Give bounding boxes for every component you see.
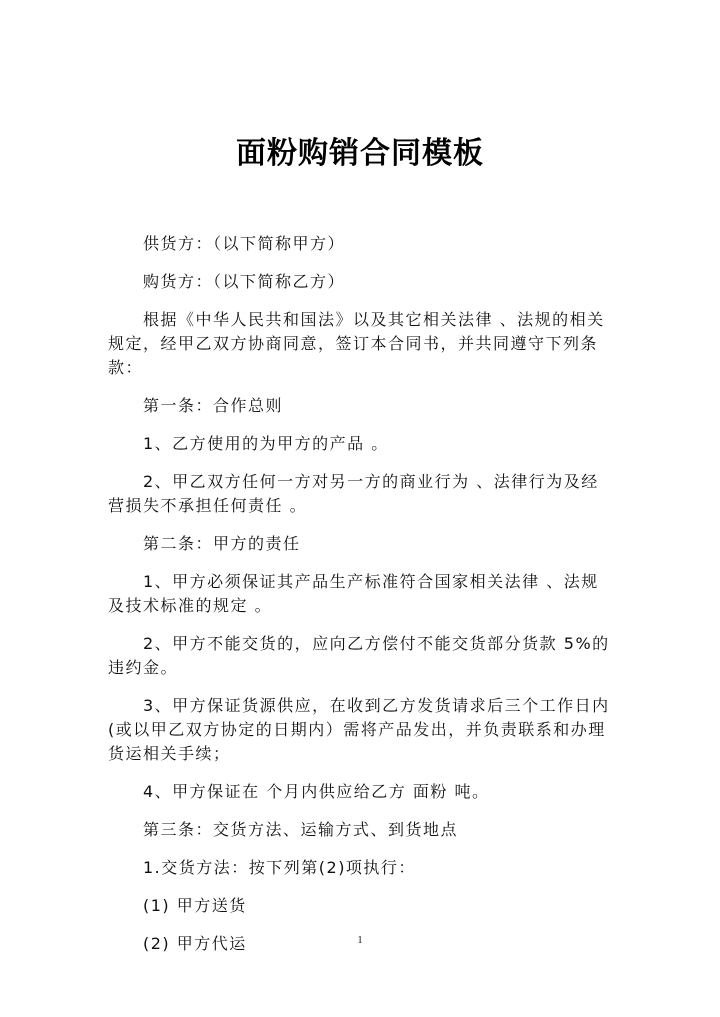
document-title: 面粉购销合同模板: [236, 136, 484, 171]
article-3-item-1: 1.交货方法：按下列第(2)项执行：: [143, 858, 416, 877]
article-1-item-2: 2、甲乙双方任何一方对另一方的商业行为 、法律行为及经营损失不承担任何责任 。: [108, 472, 599, 515]
article-1-heading: 第一条：合作总则: [143, 396, 284, 415]
article-1-item-1: 1、乙方使用的为甲方的产品 。: [143, 434, 389, 453]
paragraph-supplier: 供货方：（以下简称甲方）: [143, 234, 346, 253]
article-2-item-3: 3、甲方保证货源供应，在收到乙方发货请求后三个工作日内(或以甲乙双方协定的日期内）需将产品发出，并负责联系和办理货运相关手续；: [108, 696, 610, 763]
article-2-heading: 第二条：甲方的责任: [143, 534, 301, 553]
paragraph-buyer: 购货方：（以下简称乙方）: [143, 272, 346, 291]
article-2-item-1: 1、甲方必须保证其产品生产标准符合国家相关法律 、法规及技术标准的规定 。: [108, 572, 599, 615]
page-number: 1: [357, 934, 363, 946]
article-3-heading: 第三条：交货方法、运输方式、到货地点: [143, 820, 459, 839]
delivery-option-1: (1) 甲方送货: [143, 896, 247, 915]
delivery-option-2: (2) 甲方代运: [143, 934, 247, 953]
article-2-item-4: 4、甲方保证在 个月内供应给乙方 面粉 吨。: [143, 782, 490, 801]
paragraph-preamble: 根据《中华人民共和国法》以及其它相关法律 、法规的相关规定，经甲乙双方协商同意，签订本合同书，并共同遵守下列条款：: [108, 310, 605, 377]
article-2-item-2: 2、甲方不能交货的，应向乙方偿付不能交货部分货款 5%的违约金。: [108, 634, 610, 677]
document-body: [108, 232, 616, 956]
